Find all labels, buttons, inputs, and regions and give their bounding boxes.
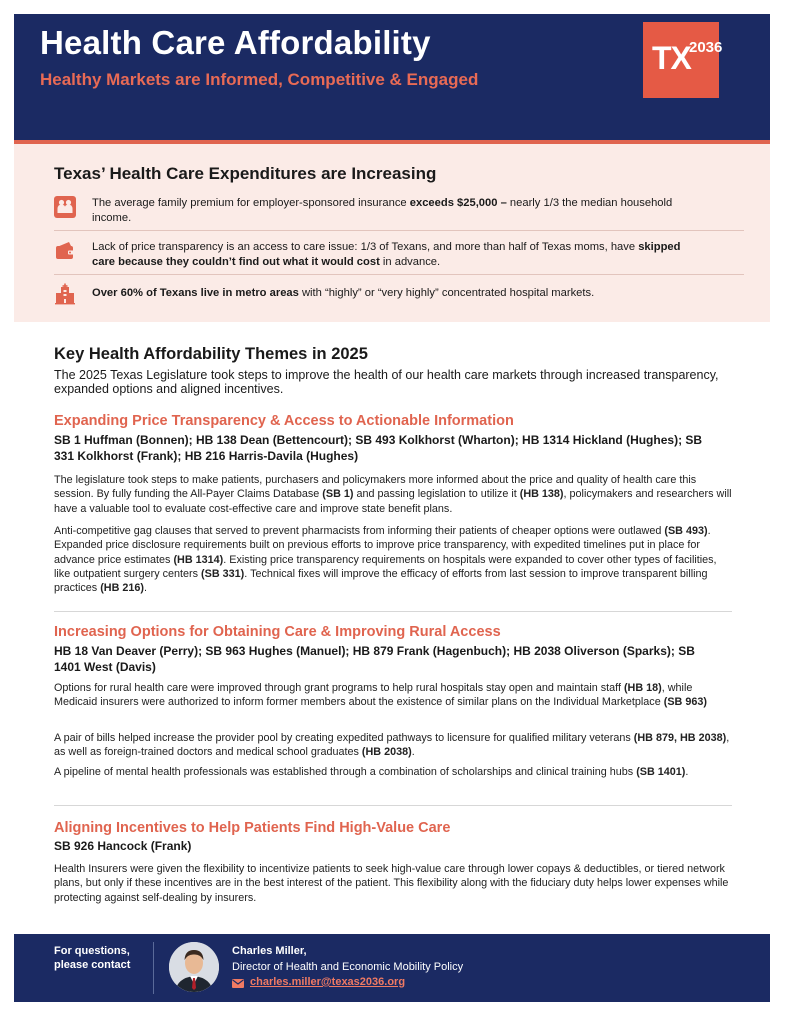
paragraph-text: . — [685, 766, 689, 778]
paragraph-text: . Expanded price disclosure requirements built on previous efforts to improve price transparency, with expedited timelines put in place for advance price estimates — [54, 525, 711, 566]
paragraph-text: A pair of bills helped increase the provider pool by creating expedited pathways to licensure for qualified military veterans — [54, 732, 634, 744]
paragraph-text: . Technical fixes will improve the efficacy of efforts from last session to improve transparent billing practices — [54, 567, 708, 595]
contact-name: Charles Miller, — [232, 945, 307, 957]
fact-divider — [54, 230, 744, 231]
fact-text: Lack of price transparency is an access to care issue: 1/3 of Texans, and more than half of Texas moms, have skipped care because they couldn’t find out what it would cost in advance. — [92, 241, 681, 268]
mail-icon — [232, 979, 244, 988]
paragraph-text: Health Insurers were given the flexibility to incentivize patients to seek high-value care through lower copays & deductibles, or tiered network plans, but only if these incentives are in the best interest of the patient. This flexibility along with the fiduciary duty helps lower expenses while protecting against self-dealing by insurers. — [54, 863, 729, 904]
section-divider — [54, 611, 732, 612]
section-paragraph — [54, 731, 734, 760]
fact-text: The average family premium for employer-sponsored insurance exceeds $25,000 – nearly 1/3 the median household income. — [92, 197, 673, 224]
section-paragraph — [54, 524, 734, 595]
paragraph-text: , policymakers and researchers will have a valuable tool to evaluate cost-effective care and improve state benefit plans. — [54, 488, 732, 515]
footer-divider — [153, 942, 154, 994]
section-title: Expanding Price Transparency & Access to Actionable Information — [54, 413, 514, 429]
fact-text: Over 60% of Texans live in metro areas with “highly” or “very highly” concentrated hospital markets. — [92, 287, 595, 299]
bill-reference: (SB 1401) — [636, 766, 686, 778]
paragraph-text: Options for rural health care were improved through grant programs to help rural hospitals stay open and maintain staff — [54, 682, 624, 694]
bill-reference: (SB 963) — [663, 696, 707, 709]
bill-reference: (HB 138) — [519, 488, 564, 501]
contact-prompt: For questions, please contact — [54, 945, 131, 971]
bill-reference: (HB 1314) — [173, 553, 224, 566]
fact-divider — [54, 274, 744, 275]
wallet-icon — [54, 240, 76, 262]
contact-email-link[interactable]: charles.miller@texas2036.org — [250, 976, 406, 988]
family-icon — [54, 196, 76, 218]
tx2036-logo — [643, 22, 723, 98]
page-subtitle: Healthy Markets are Informed, Competitive & Engaged — [40, 70, 479, 89]
paragraph-text: A pipeline of mental health professionals was established through a combination of scholarships and clinical training hubs — [54, 766, 637, 778]
bill-reference: (SB 331) — [201, 567, 245, 580]
paragraph-text: . — [144, 582, 148, 595]
section-divider — [54, 805, 732, 806]
person-photo-icon — [169, 942, 219, 992]
logo-year: 2036 — [689, 39, 723, 56]
paragraph-text: The legislature took steps to make patients, purchasers and policymakers more informed about the price and quality of health care this session. By fully funding the All-Payer Claims Database — [54, 474, 697, 501]
section-bills: HB 18 Van Deaver (Perry); SB 963 Hughes (Manuel); HB 879 Frank (Hagenbuch); HB 2038 Oliverson (Sparks); SB 1401 West (Davis) — [54, 644, 695, 674]
paragraph-text: and passing legislation to utilize it — [353, 488, 520, 501]
section-bills: SB 926 Hancock (Frank) — [54, 839, 192, 853]
themes-intro: The 2025 Texas Legislature took steps to improve the health of our health care markets through increased transparency, expanded options and aligned incentives. — [54, 368, 719, 396]
contact-footer — [14, 934, 770, 1002]
paragraph-text: Anti-competitive gag clauses that served to prevent pharmacists from informing their patients of cheaper options were outlawed — [54, 525, 665, 537]
section-bills: SB 1 Huffman (Bonnen); HB 138 Dean (Bettencourt); SB 493 Kolkhorst (Wharton); HB 1314 Hickland (Hughes); SB 331 Kolkhorst (Frank); HB 216 Harris-Davila (Hughes) — [54, 433, 703, 463]
section-title: Aligning Incentives to Help Patients Find High-Value Care — [54, 820, 451, 836]
contact-role: Director of Health and Economic Mobility Policy — [232, 961, 464, 973]
expenditures-title: Texas’ Health Care Expenditures are Increasing — [54, 164, 437, 183]
themes-title: Key Health Affordability Themes in 2025 — [54, 345, 368, 363]
paragraph-text: , as well as foreign-trained doctors and medical school graduates — [54, 732, 730, 759]
section-title: Increasing Options for Obtaining Care & Improving Rural Access — [54, 624, 501, 640]
bill-reference: (SB 493) — [664, 525, 708, 537]
section-paragraph — [54, 473, 734, 516]
paragraph-text: . — [411, 746, 415, 759]
bill-reference: (HB 216) — [100, 582, 145, 595]
section-paragraph — [54, 862, 734, 905]
expenditures-panel — [14, 144, 770, 322]
bill-reference: (HB 18) — [623, 682, 662, 694]
bill-reference: (HB 879, HB 2038) — [633, 732, 727, 744]
hospital-icon — [54, 283, 76, 305]
page-title: Health Care Affordability — [40, 24, 431, 61]
paragraph-text: , while Medicaid insurers were authorized to inform former members about the existence of similar plans on the Individual Marketplace — [54, 682, 693, 709]
section-paragraph — [54, 765, 734, 779]
paragraph-text: . Existing price transparency requirements on hospitals were expanded to cover other types of facilities, like outpatient surgery centers — [54, 553, 717, 580]
bill-reference: (SB 1) — [322, 488, 354, 501]
section-paragraph — [54, 681, 734, 710]
logo-tx: TX — [652, 40, 691, 76]
avatar — [169, 942, 219, 992]
bill-reference: (HB 2038) — [361, 746, 412, 759]
